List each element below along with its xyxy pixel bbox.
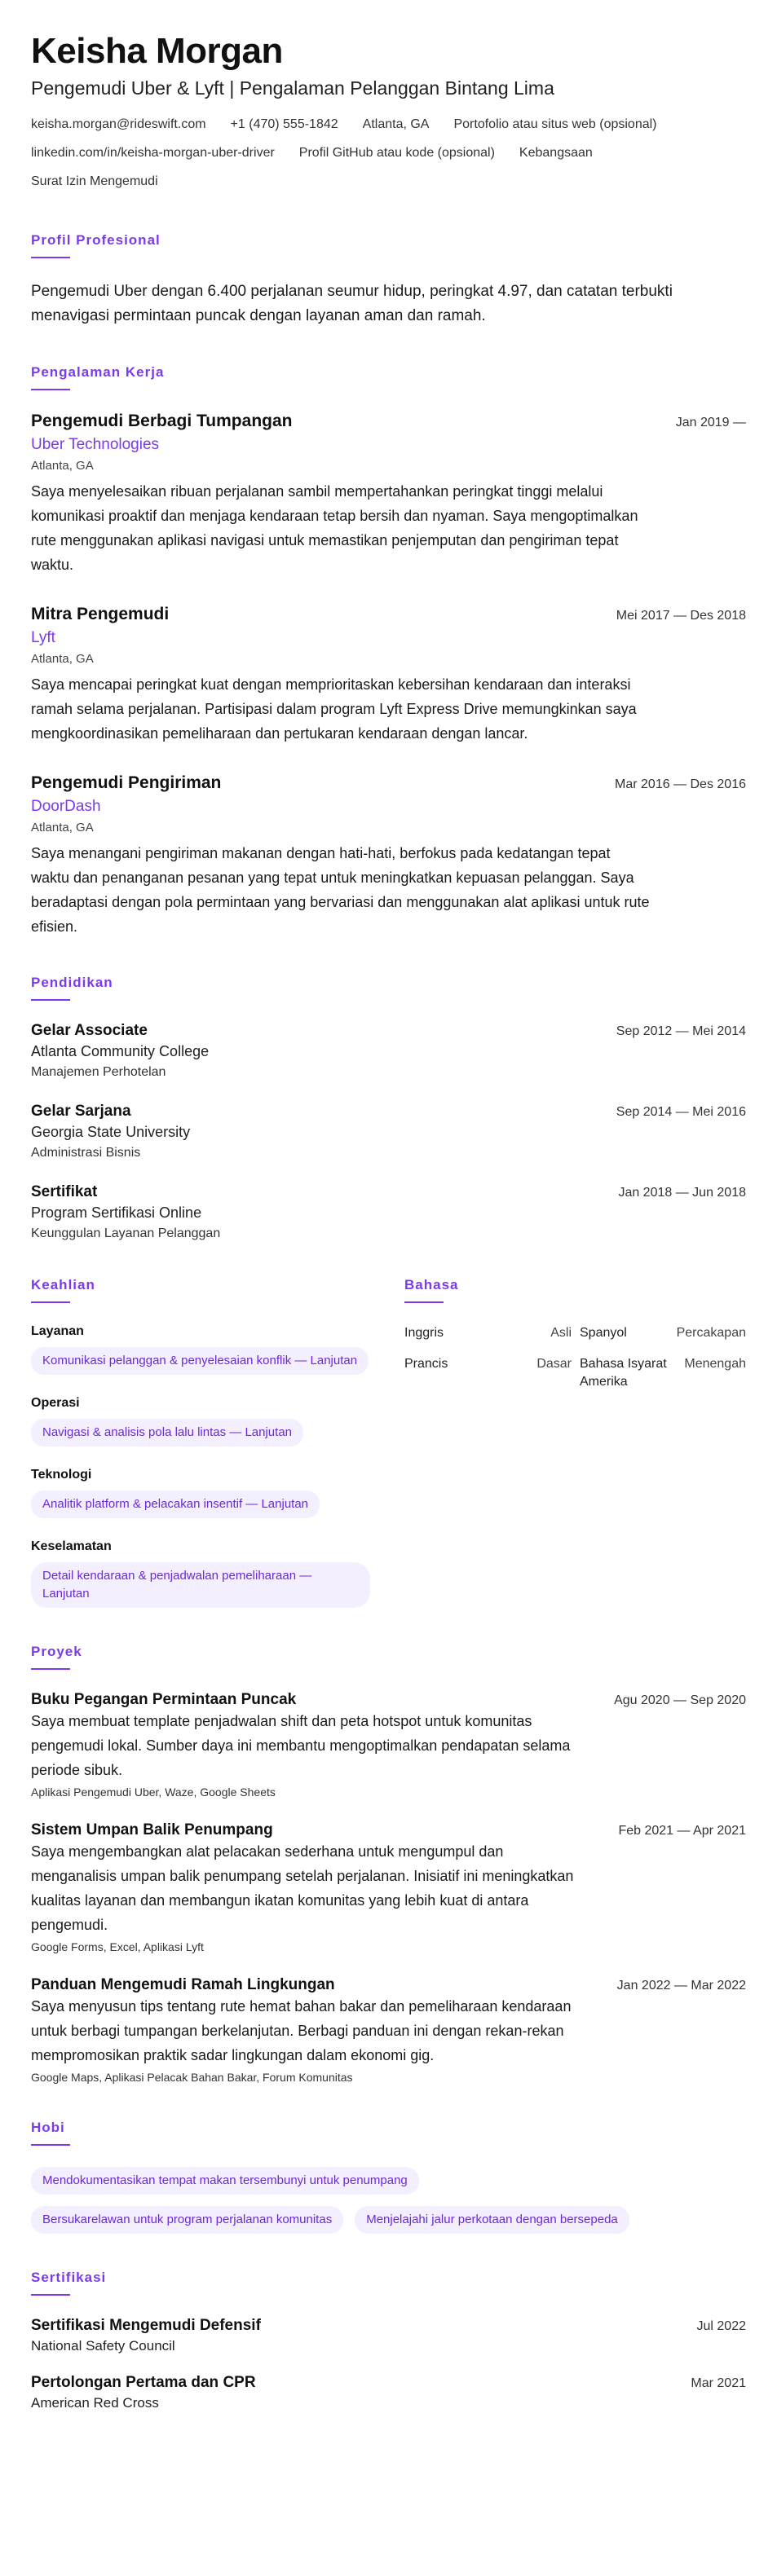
education-field: Administrasi Bisnis — [31, 1146, 141, 1160]
project-tools: Google Forms, Excel, Aplikasi Lyft — [31, 1940, 204, 1953]
skill-group — [31, 1396, 373, 1447]
language-level: Menengah — [684, 1357, 746, 1371]
job-location: Atlanta, GA — [31, 652, 94, 666]
experience-section — [31, 364, 746, 939]
hobby-list — [31, 2167, 746, 2245]
section-title: Pengalaman Kerja — [31, 364, 165, 380]
certification-issuer: National Safety Council — [31, 2338, 175, 2354]
contact-list — [31, 116, 746, 201]
section-title: Proyek — [31, 1644, 82, 1659]
section-divider — [31, 999, 70, 1001]
project-entry — [31, 1821, 746, 1953]
skill-category: Teknologi — [31, 1468, 92, 1482]
skill-group — [31, 1324, 373, 1375]
job-entry — [31, 412, 746, 577]
section-divider — [31, 257, 70, 258]
section-title: Keahlian — [31, 1277, 95, 1292]
contact-email[interactable]: keisha.morgan@rideswift.com — [31, 117, 206, 131]
skill-group — [31, 1468, 373, 1518]
education-section — [31, 975, 746, 1241]
contact-linkedin[interactable]: linkedin.com/in/keisha-morgan-uber-driver — [31, 146, 275, 160]
project-entry — [31, 1976, 746, 2084]
project-title: Panduan Mengemudi Ramah Lingkungan — [31, 1976, 335, 1993]
education-school: Program Sertifikasi Online — [31, 1204, 202, 1221]
section-title: Bahasa — [404, 1277, 459, 1292]
certification-date: Jul 2022 — [696, 2319, 746, 2333]
skill-group — [31, 1539, 373, 1608]
section-divider — [31, 389, 70, 390]
contact-phone[interactable]: +1 (470) 555-1842 — [230, 117, 338, 131]
skill-tag: Detail kendaraan & penjadwalan pemeliharaan — Lanjutan — [31, 1562, 370, 1608]
certification-entry — [31, 2374, 746, 2411]
certification-entry — [31, 2317, 746, 2354]
hobby-tag: Mendokumentasikan tempat makan tersembunyi untuk penumpang — [31, 2167, 419, 2195]
project-description: Saya mengembangkan alat pelacakan sederhana untuk mengumpul dan menganalisis umpan balik penumpang setelah perjalanan. Inisiatif ini meningkatkan kualitas layanan dan membangun ikatan komunitas yang lebih kuat di antara pengemudi. — [31, 1843, 574, 1933]
job-entry — [31, 773, 746, 939]
job-company: DoorDash — [31, 798, 101, 815]
education-date: Sep 2012 — Mei 2014 — [616, 1024, 746, 1038]
job-location: Atlanta, GA — [31, 459, 94, 473]
profile-summary: Pengemudi Uber dengan 6.400 perjalanan seumur hidup, peringkat 4.97, dan catatan terbukti menavigasi permintaan puncak dengan layanan aman dan ramah. — [31, 283, 673, 324]
education-entry — [31, 1022, 746, 1080]
hobby-tag: Menjelajahi jalur perkotaan dengan bersepeda — [355, 2206, 629, 2234]
section-divider — [31, 1668, 70, 1670]
section-divider — [31, 1301, 70, 1303]
candidate-name: Keisha Morgan — [31, 31, 283, 71]
job-title: Pengemudi Berbagi Tumpangan — [31, 412, 293, 430]
certification-date: Mar 2021 — [691, 2376, 746, 2390]
resume-header — [31, 29, 746, 201]
project-description: Saya membuat template penjadwalan shift dan peta hotspot untuk komunitas pengemudi lokal. Sumber daya ini membantu mengoptimalkan pendapatan selama periode sibuk. — [31, 1713, 571, 1778]
project-tools: Google Maps, Aplikasi Pelacak Bahan Bakar, Forum Komunitas — [31, 2071, 353, 2084]
project-description: Saya menyusun tips tentang rute hemat bahan bakar dan pemeliharaan kendaraan untuk berbagi tumpangan berkelanjutan. Berbagi panduan ini dengan rekan-rekan mempromosikan praktik sadar lingkungan dalam ekonomi gig. — [31, 1998, 572, 2063]
language-level: Dasar — [536, 1357, 572, 1371]
hobbies-section — [31, 2120, 746, 2245]
education-field: Keunggulan Layanan Pelanggan — [31, 1226, 221, 1240]
section-divider — [31, 2144, 70, 2146]
projects-section — [31, 1644, 746, 2084]
skill-category: Keselamatan — [31, 1539, 112, 1553]
contact-location: Atlanta, GA — [362, 117, 430, 131]
contact-nationality: Kebangsaan — [519, 146, 593, 160]
section-title: Profil Profesional — [31, 232, 161, 248]
education-degree: Sertifikat — [31, 1183, 98, 1200]
skill-tag: Analitik platform & pelacakan insentif — Lanjutan — [31, 1491, 320, 1518]
language-name: Inggris — [404, 1326, 444, 1340]
languages-section — [404, 1277, 746, 1608]
project-title: Sistem Umpan Balik Penumpang — [31, 1821, 273, 1838]
job-date: Mar 2016 — Des 2016 — [615, 777, 746, 791]
language-name: Spanyol — [580, 1326, 627, 1340]
certification-name: Pertolongan Pertama dan CPR — [31, 2374, 256, 2391]
project-date: Feb 2021 — Apr 2021 — [618, 1824, 746, 1838]
skill-tag: Navigasi & analisis pola lalu lintas — Lanjutan — [31, 1419, 303, 1447]
education-entry — [31, 1103, 746, 1160]
job-company: Lyft — [31, 629, 55, 646]
hobby-tag: Bersukarelawan untuk program perjalanan komunitas — [31, 2206, 343, 2234]
section-divider — [404, 1301, 444, 1303]
education-field: Manajemen Perhotelan — [31, 1065, 166, 1079]
education-date: Jan 2018 — Jun 2018 — [618, 1186, 746, 1200]
job-date: Jan 2019 — — [675, 416, 746, 429]
education-degree: Gelar Associate — [31, 1022, 148, 1039]
language-name: Prancis — [404, 1357, 448, 1371]
certifications-section — [31, 2270, 746, 2411]
skill-category: Layanan — [31, 1324, 84, 1338]
language-list — [404, 1324, 746, 1391]
skill-category: Operasi — [31, 1396, 80, 1410]
job-entry — [31, 605, 746, 746]
section-title: Hobi — [31, 2120, 65, 2135]
job-title: Pengemudi Pengiriman — [31, 773, 222, 792]
job-location: Atlanta, GA — [31, 821, 94, 834]
project-entry — [31, 1691, 746, 1799]
skill-tag: Komunikasi pelanggan & penyelesaian konflik — Lanjutan — [31, 1347, 369, 1375]
job-date: Mei 2017 — Des 2018 — [616, 609, 746, 623]
contact-portfolio[interactable]: Portofolio atau situs web (opsional) — [453, 117, 657, 131]
profile-section — [31, 232, 746, 328]
contact-license: Surat Izin Mengemudi — [31, 174, 158, 188]
job-company: Uber Technologies — [31, 436, 160, 453]
section-divider — [31, 2294, 70, 2296]
job-title: Mitra Pengemudi — [31, 605, 170, 623]
certification-name: Sertifikasi Mengemudi Defensif — [31, 2317, 261, 2334]
job-description: Saya menyelesaikan ribuan perjalanan sambil mempertahankan peringkat tinggi melalui komunikasi proaktif dan menjaga kendaraan tetap bersih dan nyaman. Saya mengoptimalkan rute menggunakan aplikasi navigasi untuk memastikan penjemputan dan pengiriman tepat waktu. — [31, 483, 638, 573]
education-entry — [31, 1183, 746, 1241]
certification-issuer: American Red Cross — [31, 2395, 159, 2411]
education-date: Sep 2014 — Mei 2016 — [616, 1105, 746, 1119]
language-level: Asli — [550, 1326, 572, 1340]
education-degree: Gelar Sarjana — [31, 1103, 131, 1120]
section-title: Pendidikan — [31, 975, 113, 990]
education-school: Georgia State University — [31, 1124, 191, 1140]
contact-github[interactable]: Profil GitHub atau kode (opsional) — [298, 146, 495, 160]
project-title: Buku Pegangan Permintaan Puncak — [31, 1691, 297, 1708]
language-level: Percakapan — [676, 1326, 746, 1340]
section-title: Sertifikasi — [31, 2270, 107, 2285]
skills-languages-row — [31, 1277, 746, 1608]
project-date: Agu 2020 — Sep 2020 — [614, 1693, 746, 1707]
job-description: Saya menangani pengiriman makanan dengan hati-hati, berfokus pada kedatangan tepat waktu dan penanganan pesanan yang tepat untuk meningkatkan kepuasan pelanggan. Saya beradaptasi dengan pola permintaan yang bervariasi dan menggunakan alat aplikasi untuk rute efisien. — [31, 845, 650, 935]
language-name: Bahasa Isyarat Amerika — [580, 1357, 667, 1389]
skills-section — [31, 1277, 373, 1608]
job-description: Saya mencapai peringkat kuat dengan memprioritaskan kebersihan kendaraan dan interaksi ramah selama perjalanan. Partisipasi dalam program Lyft Express Drive memungkinkan saya mengkoordinasikan pemeliharaan dan pertukaran kendaraan dengan lancar. — [31, 676, 637, 742]
candidate-headline: Pengemudi Uber & Lyft | Pengalaman Pelanggan Bintang Lima — [31, 77, 554, 99]
project-tools: Aplikasi Pengemudi Uber, Waze, Google Sheets — [31, 1786, 276, 1799]
project-date: Jan 2022 — Mar 2022 — [616, 1979, 746, 1993]
education-school: Atlanta Community College — [31, 1043, 210, 1059]
